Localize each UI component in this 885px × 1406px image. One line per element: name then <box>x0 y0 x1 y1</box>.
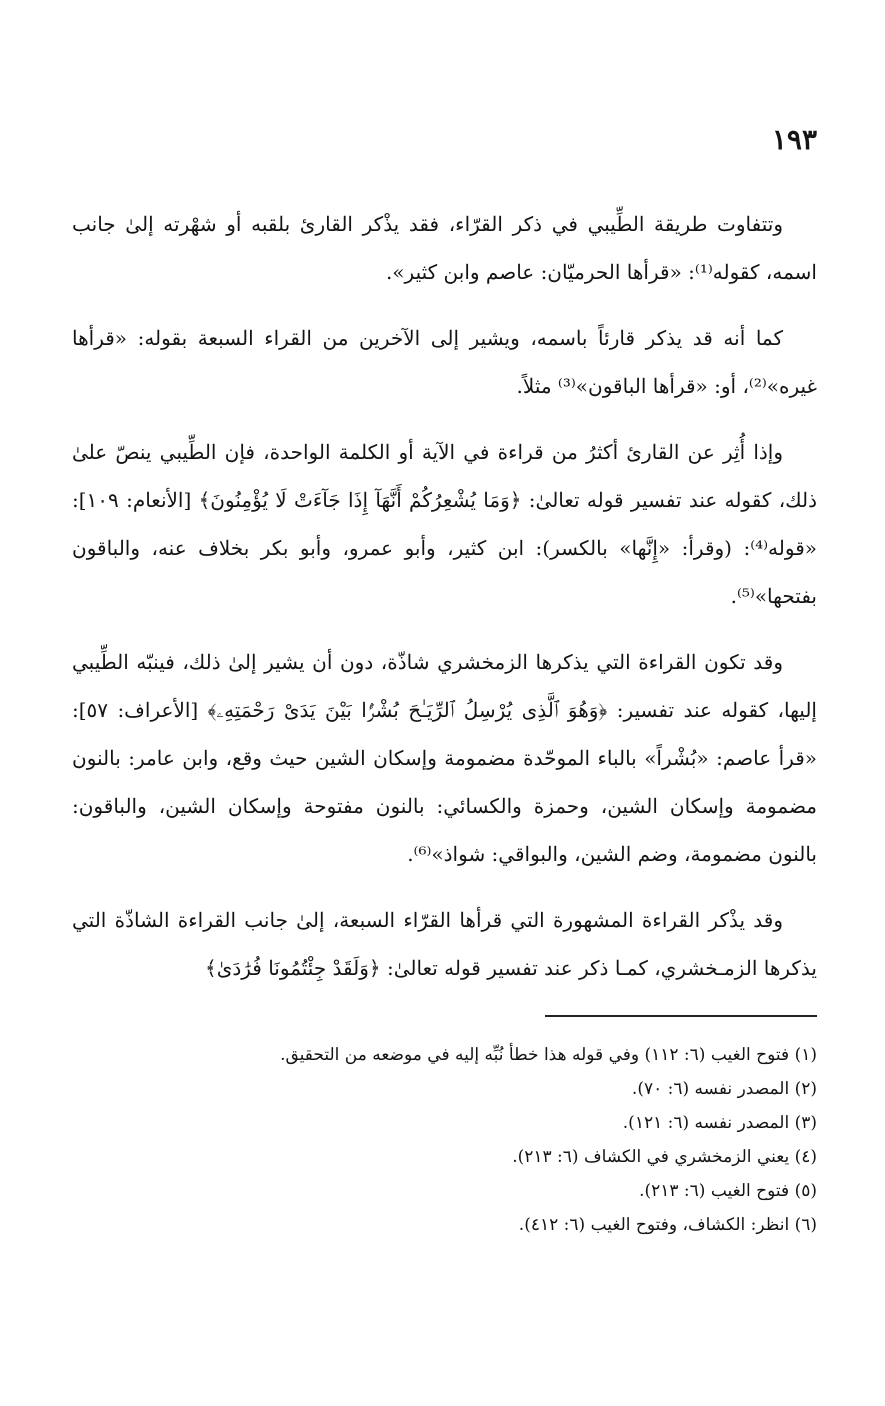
footnotes <box>72 1038 817 1242</box>
footnote-4: (٤) يعني الزمخشري في الكشاف (٦: ٢١٣). <box>512 1147 817 1167</box>
footnote-divider <box>545 1015 817 1017</box>
paragraph-4: وقد تكون القراءة التي يذكرها الزمخشري شاذّة، دون أن يشير إلىٰ ذلك، فينبّه الطِّيبي إليها، كقوله عند تفسير: ﴿وَهُوَ ٱلَّذِى يُرْسِلُ ٱلرِّيَـٰحَ بُشْرًۢا بَيْنَ يَدَىْ رَحْمَتِهِۦ﴾ [الأعراف: ٥٧]: «قرأ عاصم: «بُشْراً» بالباء الموحّدة مضمومة وإسكان الشين حيث وقع، وابن عامر: بالنون مضمومة وإسكان الشين، وحمزة والكسائي: بالنون مفتوحة وإسكان الشين، والباقون: بالنون مضمومة، وضم الشين، والبواقي: شواذ»⁽⁶⁾. <box>72 650 817 866</box>
footnote-1: (١) فتوح الغيب (٦: ١١٢) وفي قوله هذا خطأ نُبِّه إليه في موضعه من التحقيق. <box>280 1045 817 1065</box>
body-text <box>72 200 817 1010</box>
paragraph-3: وإذا أُثِر عن القارئ أكثرُ من قراءة في الآية أو الكلمة الواحدة، فإن الطِّيبي ينصّ علىٰ ذلك، كقوله عند تفسير قوله تعالىٰ: ﴿وَمَا يُشْعِرُكُمْ أَنَّهَآ إِذَا جَآءَتْ لَا يُؤْمِنُونَ﴾ [الأنعام: ١٠٩]: «قوله⁽⁴⁾: (وقرأ: «إِنَّها» بالكسر): ابن كثير، وأبو عمرو، وأبو بكر بخلاف عنه، والباقون بفتحها»⁽⁵⁾. <box>72 440 817 608</box>
paragraph-1: وتتفاوت طريقة الطِّيبي في ذكر القرّاء، فقد يذْكر القارئ بلقبه أو شهْرته إلىٰ جانب اسمه، كقوله⁽¹⁾: «قرأها الحرميّان: عاصم وابن كثير». <box>72 212 817 284</box>
page-number: ١٩٣ <box>771 123 817 156</box>
paragraph-2: كما أنه قد يذكر قارئاً باسمه، ويشير إلى الآخرين من القراء السبعة بقوله: «قرأها غيره»⁽²⁾، أو: «قرأها الباقون»⁽³⁾ مثلاً. <box>72 326 817 398</box>
footnote-3: (٣) المصدر نفسه (٦: ١٢١). <box>622 1113 817 1133</box>
footnote-5: (٥) فتوح الغيب (٦: ٢١٣). <box>639 1181 817 1201</box>
footnote-6: (٦) انظر: الكشاف، وفتوح الغيب (٦: ٤١٢). <box>518 1215 817 1235</box>
book-page <box>72 120 817 1360</box>
paragraph-5: وقد يذْكر القراءة المشهورة التي قرأها القرّاء السبعة، إلىٰ جانب القراءة الشاذّة التي يذكرها الزمـخشري، كمـا ذكر عند تفسير قوله تعالىٰ: ﴿وَلَقَدْ جِئْتُمُونَا فُرَٰدَىٰ﴾ <box>72 908 817 980</box>
footnote-2: (٢) المصدر نفسه (٦: ٧٠). <box>631 1079 817 1099</box>
